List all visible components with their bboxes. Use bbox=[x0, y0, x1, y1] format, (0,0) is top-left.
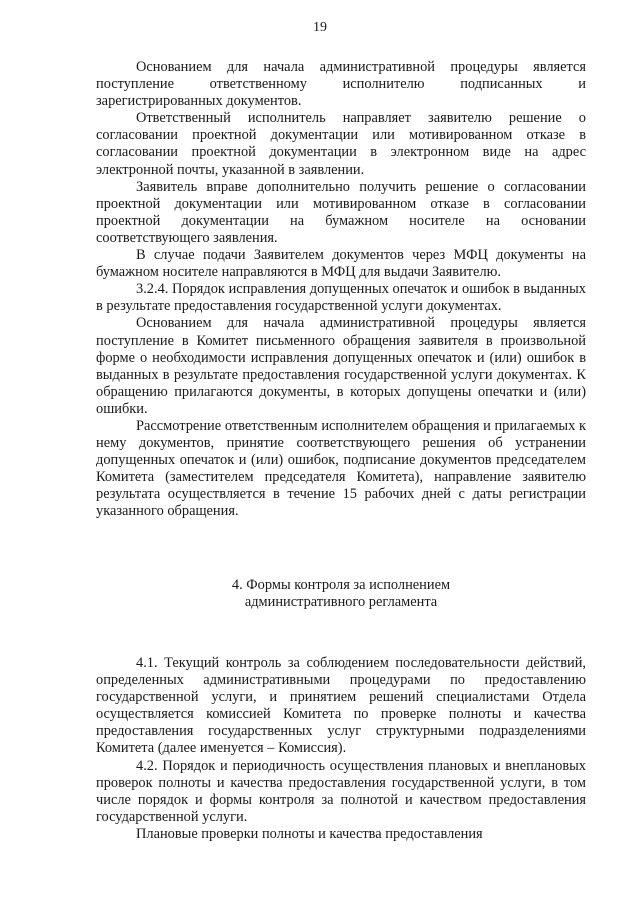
paragraph: 3.2.4. Порядок исправления допущенных опечаток и ошибок в выданных в результате предоставления государственной услуги документах. bbox=[96, 281, 586, 315]
paragraph: Заявитель вправе дополнительно получить решение о согласовании проектной документации или мотивированном отказе в согласовании проектной документации на бумажном носителе на основании соответствующего заявления. bbox=[96, 178, 586, 246]
paragraph: Плановые проверки полноты и качества предоставления bbox=[136, 825, 483, 842]
body-text-lower bbox=[96, 655, 586, 843]
paragraph: Основанием для начала административной процедуры является поступление в Комитет письменного обращения заявителя в произвольной форме о необходимости исправления допущенных опечаток и (или) ошибок в выданных в результате предоставления государственной услуги документах. К обращению прилагаются документы, в которых допущены опечатки и (или) ошибки. bbox=[96, 315, 586, 417]
section-heading-line: административного регламента bbox=[244, 594, 438, 611]
paragraph: В случае подачи Заявителем документов через МФЦ документы на бумажном носителе направляются в МФЦ для выдачи Заявителю. bbox=[96, 247, 586, 281]
paragraph: Рассмотрение ответственным исполнителем обращения и прилагаемых к нему документов, принятие соответствующего решения об устранении допущенных опечаток и (или) ошибок, подписание документов председателем Комитета (заместителем председателя Комитета), направление заявителю результата осуществляется в течение 15 рабочих дней с даты регистрации указанного обращения. bbox=[96, 417, 586, 520]
section-heading-line: 4. Формы контроля за исполнением bbox=[231, 577, 451, 593]
paragraph: Основанием для начала административной процедуры является поступление ответственному исполнителю подписанных и зарегистрированных документов. bbox=[96, 59, 586, 110]
page-number: 19 bbox=[313, 20, 327, 35]
section-heading bbox=[96, 577, 586, 611]
paragraph: Ответственный исполнитель направляет заявителю решение о согласовании проектной документации или мотивированном отказе в согласовании проектной документации в электронном виде на адрес электронной почты, указанной в заявлении. bbox=[96, 110, 586, 178]
paragraph: 4.2. Порядок и периодичность осуществления плановых и внеплановых проверок полноты и качества предоставления государственной услуги, в том числе порядок и формы контроля за полнотой и качеством предоставления государственной услуги. bbox=[96, 757, 586, 825]
paragraph: 4.1. Текущий контроль за соблюдением последовательности действий, определенных административными процедурами по предоставлению государственной услуги, и принятием решений специалистами Отдела осуществляется комиссией Комитета по проверке полноты и качества предоставления государственных услуг структурными подразделениями Комитета (далее именуется – Комиссия). bbox=[96, 655, 586, 757]
body-text-upper bbox=[96, 59, 586, 521]
